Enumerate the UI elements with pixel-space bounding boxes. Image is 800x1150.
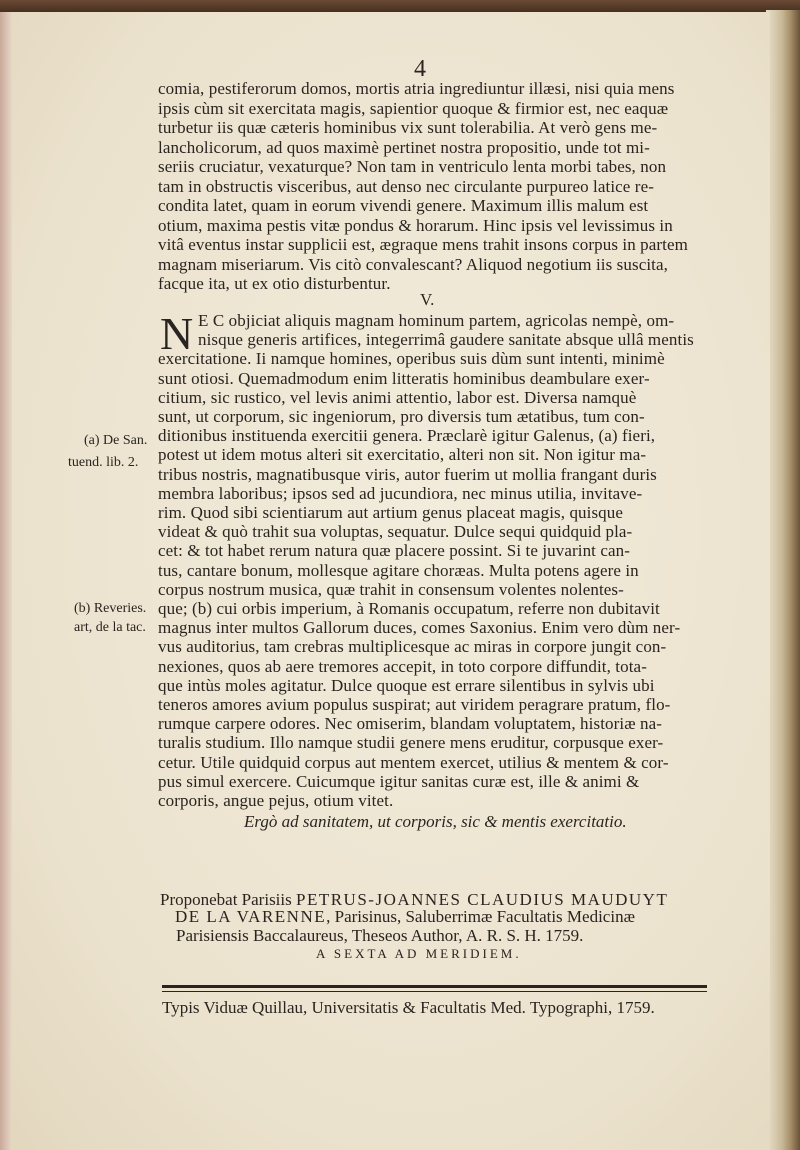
marginal-note-a-line1: (a) De San.	[84, 433, 148, 448]
book-spine	[0, 12, 12, 1150]
text-line: corpus nostrum musica, quæ trahit in consensum volentes nolentes-	[158, 579, 624, 599]
drop-cap: N	[160, 308, 194, 359]
text-line: turbetur iis quæ cæteris hominibus vix sunt tolerabilia. At verò gens me-	[158, 118, 658, 137]
marginal-note-b-line1: (b) Reveries.	[74, 601, 147, 616]
text-line: ipsis cùm sit exercitata magis, sapientior quoque & firmior est, nec eaquæ	[158, 98, 669, 118]
text-line: vus auditorius, tam crebras multiplicesque ac miras in corpore jungit con-	[158, 637, 667, 657]
printer-line: Typis Viduæ Quillau, Universitatis & Facultatis Med. Typographi, 1759.	[162, 998, 655, 1017]
text-line: ditionibus instituenda exercitii genera. Præclarè igitur Galenus, (a) fieri,	[158, 426, 656, 446]
text-line: condita latet, quam in eorum vivendi genere. Maximum illis malum est	[158, 196, 649, 215]
text-line: que intùs moles agitatur. Dulce quoque est errare silentibus in sylvis ubi	[158, 675, 655, 695]
author-surname: DE LA VARENNE	[175, 907, 327, 926]
page-edges	[766, 10, 800, 1150]
author-name: PETRUS-JOANNES CLAUDIUS MAUDUYT	[296, 890, 669, 909]
text-line: magnam miseriarum. Vis citò convalescant? Aliquod negotium iis suscita,	[158, 254, 669, 274]
text-line: turalis studium. Illo namque studii genere mens eruditur, corpusque exer-	[158, 733, 664, 753]
text-line: que; (b) cui orbis imperium, à Romanis occupatum, referre non dubitavit	[158, 599, 660, 618]
imprint-line2-rest: , Parisinus, Saluberrimæ Facultatis Medicinæ	[326, 907, 635, 926]
text-line: tam in obstructis visceribus, aut denso nec circulante purpureo latice re-	[158, 176, 654, 196]
imprint-line-2	[175, 907, 635, 927]
imprint-prefix: Proponebat Parisiis	[160, 890, 296, 909]
text-line: otium, maxima pestis vitæ pondus & horarum. Hinc ipsis vel levissimus in	[158, 215, 673, 235]
text-line: sunt, ut corporum, sic ingeniorum, pro diversis tum ætatibus, tum con-	[158, 407, 645, 426]
text-line: corporis, angue pejus, otium vitet.	[158, 791, 394, 810]
imprint-time: A SEXTA AD MERIDIEM.	[316, 946, 522, 961]
text-line: rim. Quod sibi scientiarum aut artium genus placeat magis, quisque	[158, 503, 624, 522]
text-line: cet: & tot habet rerum natura quæ placere possint. Si te juvarint can-	[158, 541, 630, 561]
text-line: rumque carpere odores. Nec omiserim, blandam voluptatem, historiæ na-	[158, 714, 662, 734]
rule-thick	[162, 985, 707, 988]
text-line: citium, sic rustico, vel levis animi attentio, labor est. Diversa namquè	[158, 387, 637, 407]
text-line: magnus inter multos Gallorum duces, comes Saxonius. Enim vero dùm ner-	[158, 618, 681, 638]
page-number: 4	[414, 56, 426, 82]
text-line: tribus nostris, magnatibusque viris, autor fuerim ut mollia frangant duris	[158, 464, 657, 484]
text-line: nexiones, quos ab aere tremores accepit, in toto corpore diffundit, tota-	[158, 656, 647, 676]
conclusion: Ergò ad sanitatem, ut corporis, sic & mentis exercitatio.	[244, 812, 627, 831]
text-line: membra laboribus; ipsos sed ad jucundiora, nec minus utilia, invitave-	[158, 483, 643, 503]
rule-thin	[162, 991, 707, 992]
text-line: vitâ eventus instar supplicii est, ægraque mens trahit insons corpus in partem	[158, 235, 688, 254]
text-line: tus, cantare bonum, mollesque agitare choræas. Multa potens agere in	[158, 560, 639, 580]
text-line: seriis cruciatur, vexaturque? Non tam in ventriculo lenta morbi tabes, non	[158, 157, 667, 176]
text-line: teneros amores avium populus suspirat; aut viridem peragrare pratum, flo-	[158, 695, 671, 714]
marginal-note-b-line2: art, de la tac.	[74, 620, 146, 635]
text-line: pus simul exercere. Cuicumque igitur sanitas curæ est, ille & animi &	[158, 771, 640, 791]
section-number: V.	[420, 290, 435, 309]
text-line: lancholicorum, ad quos maximè pertinet nostra propositio, unde tot mi-	[158, 137, 650, 157]
marginal-note-a-line2: tuend. lib. 2.	[68, 455, 139, 470]
text-line: E C objiciat aliquis magnam hominum partem, agricolas nempè, om-	[198, 311, 675, 330]
text-line: sunt otiosi. Quemadmodum enim litteratis hominibus deambulare exer-	[158, 368, 650, 388]
text-line: nisque generis artifices, integerrimâ gaudere sanitate absque ullâ mentis	[198, 330, 694, 350]
text-line: comia, pestiferorum domos, mortis atria ingrediuntur illæsi, nisi quia mens	[158, 79, 675, 98]
text-line: cetur. Utile quidquid corpus aut mentem exercet, utilius & mentem & cor-	[158, 752, 669, 772]
text-line: potest ut idem motus alteri sit exercitatio, alteri non sit. Non igitur ma-	[158, 445, 647, 465]
text-line: facque ita, ut ex otio disturbentur.	[158, 274, 391, 293]
text-line: videat & quò trahit sua voluptas, sequatur. Dulce sequi quidquid pla-	[158, 522, 633, 542]
text-line: exercitatione. Ii namque homines, operibus suis dùm sunt intenti, minimè	[158, 349, 665, 369]
imprint-line-3: Parisiensis Baccalaureus, Theseos Author, A. R. S. H. 1759.	[176, 926, 584, 945]
